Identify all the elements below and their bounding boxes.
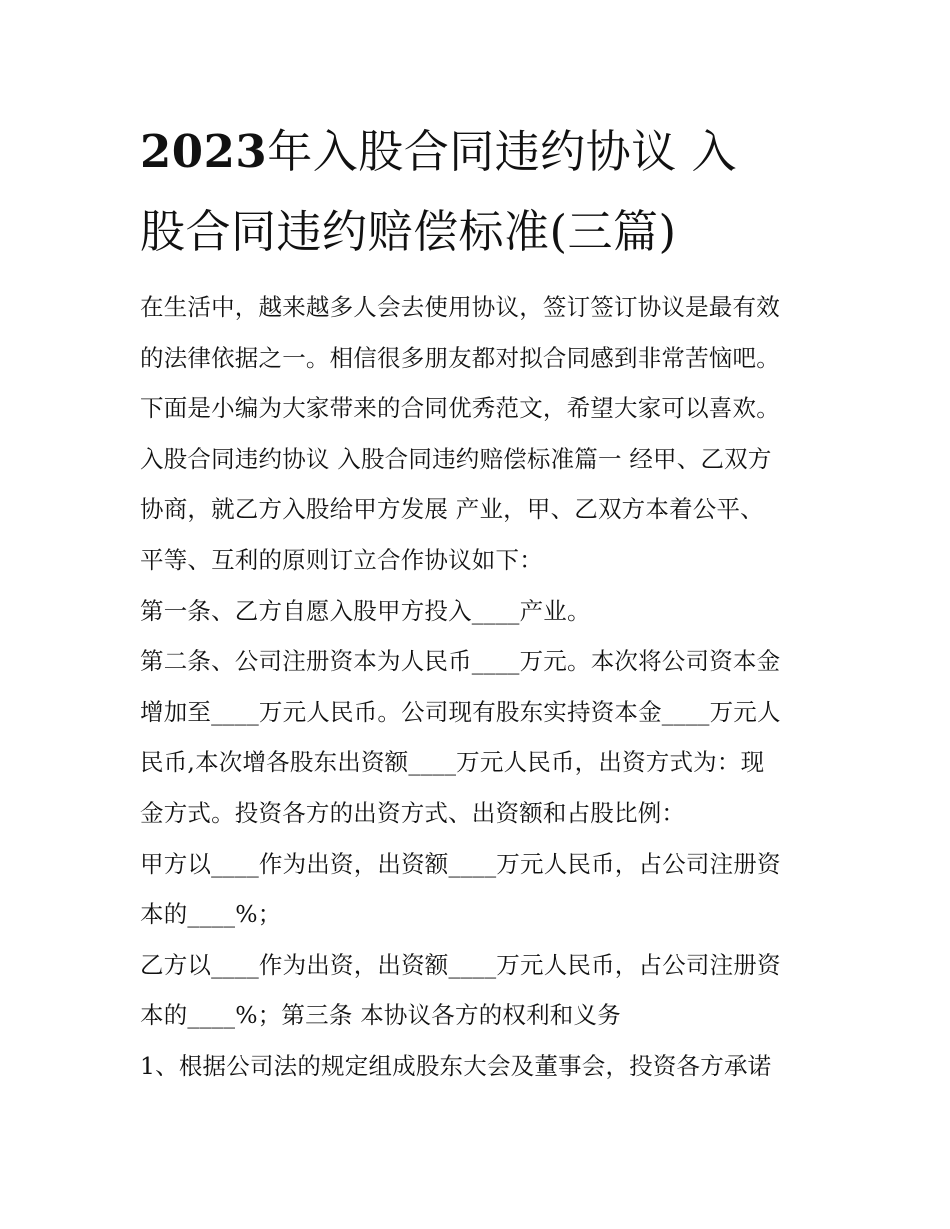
body-line: 第二条、公司注册资本为人民币____万元。本次将公司资本金 (140, 647, 781, 676)
body-line: 金方式。投资各方的出资方式、出资额和占股比例： (140, 798, 686, 827)
body-line: 民币,本次增各股东出资额____万元人民币，出资方式为：现 (140, 748, 765, 777)
title-line-1-text: 年入股合同违约协议 入 (267, 125, 738, 178)
body-line: 乙方以____作为出资，出资额____万元人民币，占公司注册资 (140, 950, 781, 979)
body-line: 入股合同违约协议 入股合同违约赔偿标准篇一 经甲、乙双方 (140, 444, 772, 473)
document-page (140, 112, 820, 1092)
body-line: 甲方以____作为出资，出资额____万元人民币，占公司注册资 (140, 849, 781, 878)
body-line: 本的____%； (140, 900, 282, 929)
body-line: 下面是小编为大家带来的合同优秀范文，希望大家可以喜欢。 (140, 394, 780, 423)
body-line: 1、根据公司法的规定组成股东大会及董事会，投资各方承诺 (140, 1051, 772, 1080)
body-line: 增加至____万元人民币。公司现有股东实持资本金____万元人 (140, 697, 781, 726)
body-line: 第一条、乙方自愿入股甲方投入____产业。 (140, 596, 591, 625)
title-line-1 (140, 112, 820, 192)
body-line: 本的____%；第三条 本协议各方的权利和义务 (140, 1001, 621, 1030)
title-year: 2023 (140, 125, 268, 178)
document-title (140, 112, 820, 272)
body-line: 协商，就乙方入股给甲方发展 产业，甲、乙双方本着公平、 (140, 495, 764, 524)
body-line: 在生活中，越来越多人会去使用协议，签订签订协议是最有效 (140, 293, 780, 321)
body-line: 平等、互利的原则订立合作协议如下： (140, 545, 543, 574)
document-body (140, 282, 820, 1092)
body-line: 的法律依据之一。相信很多朋友都对拟合同感到非常苦恼吧。 (140, 343, 780, 372)
title-line-2: 股合同违约赔偿标准(三篇) (140, 205, 677, 258)
